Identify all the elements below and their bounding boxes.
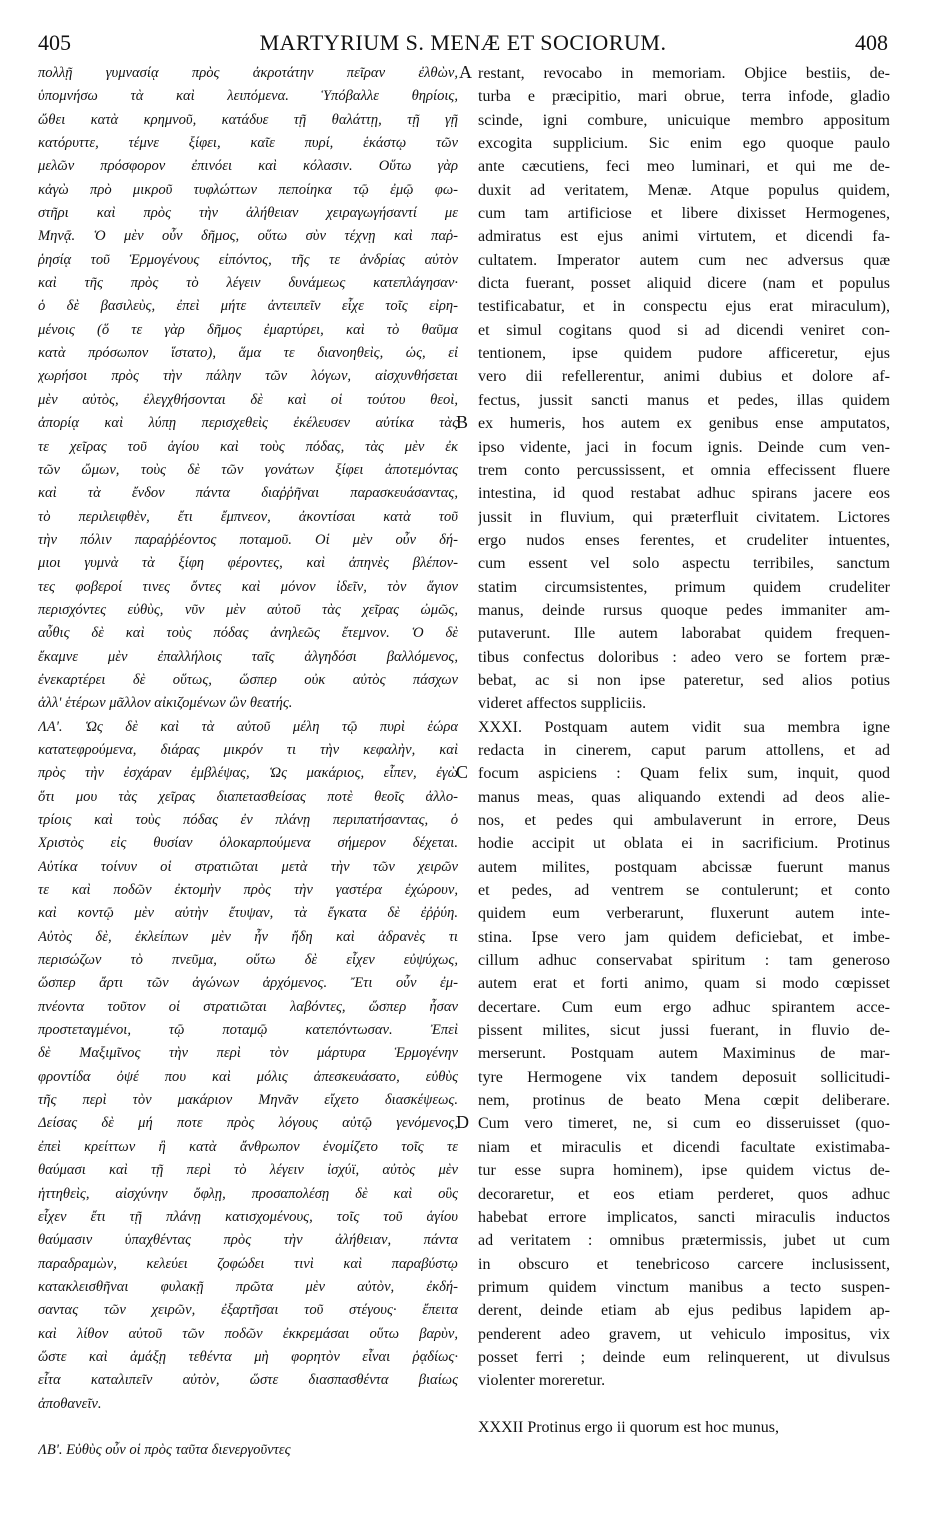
running-header <box>38 30 888 60</box>
greek-text-line: ἡττηθεὶς, αἰσχύνην ὄφλῃ, προσαπολέσῃ δὲ καὶ οὓς <box>38 1185 458 1202</box>
latin-text-line: intestina, id quod restabat adhuc spirans jacere eos <box>478 485 890 503</box>
latin-text-line: ipso vidente, jaci in focum ignis. Deinde cum ven- <box>478 438 890 456</box>
greek-text-line: καὶ κοντῷ μὲν αὐτὴν ἔτυψαν, τὰ ἔγκατα δὲ ἐῤῥύη. <box>38 905 458 922</box>
margin-marker-a: A <box>459 62 472 82</box>
latin-text-line: ad veritatem : omnibus prætermissis, jubet ut cum <box>478 1232 890 1250</box>
paragraph-gap <box>478 1393 890 1416</box>
greek-text-line: φροντίδα ὀψέ που καὶ μόλις ἀπεσκευάσατο, εὐθὺς <box>38 1068 458 1085</box>
greek-text-line: ἔκαμνε μὲν ἐπαλλήλοις ταῖς ἀλγηδόσι βαλλόμενος, <box>38 648 458 665</box>
greek-text-line: ὤθει κατὰ κρημνοῦ, κατάδυε τῇ θαλάττῃ, τῇ γῇ <box>38 111 458 128</box>
latin-text-line: decoraretur, et eos etiam perderet, quos adhuc <box>478 1185 890 1203</box>
greek-text-line: Αὐτίκα τοίνυν οἱ στρατιῶται μετὰ τὴν τῶν χειρῶν <box>38 858 458 875</box>
greek-text-line: τῆς περὶ τὸν μακάριον Μηνᾶν εἴχετο διασκέψεως. <box>38 1092 458 1109</box>
greek-text-line: θαύμασι καὶ τῇ περὶ τὸ λέγειν ἰσχύϊ, αὐτὸς μὲν <box>38 1162 458 1179</box>
latin-text-line: redacta in cinerem, caput parum attollens, et ad <box>478 741 890 759</box>
latin-text-line: duxit ad veritatem, Menæ. Atque populus quidem, <box>478 181 890 199</box>
greek-text-line: πνέοντα τοῦτον οἱ στρατιῶται λαβόντες, ὥσπερ ἦσαν <box>38 998 458 1015</box>
greek-text-line: στῆρι καὶ πρὸς τὴν ἀλήθειαν χειραγωγήσαντί με <box>38 205 458 222</box>
latin-text-line: tyre Hermogene vix tandem deposuit sollicitudi- <box>478 1068 890 1086</box>
greek-text-line: χωρήσοι πρὸς τὴν πάλην τῶν λόγων, αἰσχυνθήσεται <box>38 368 458 385</box>
greek-text-line: προστεταγμένοι, τῷ ποταμῷ κατεπόντωσαν. Ἐπεὶ <box>38 1022 458 1039</box>
greek-text-line: κατακλεισθῆναι φυλακῇ πρῶτα μὲν αὐτὸν, ἐκδή- <box>38 1278 458 1295</box>
greek-text-line: θαύμασιν ὑπαχθέντας πρὸς τὴν ἀλήθειαν, πάντα <box>38 1232 458 1249</box>
latin-text-line: niam et miraculis et dicendi facultate existimaba- <box>478 1138 890 1156</box>
greek-text-line: κατὰ πρόσωπον ἵστατο), ἅμα τε διανοηθεὶς, ὡς, εἰ <box>38 345 458 362</box>
latin-text-line: posset ferri ; deinde eum relinquerent, ut divulsus <box>478 1348 890 1366</box>
latin-text-line: stina. Ipse vero jam quidem deficiebat, et imbe- <box>478 928 890 946</box>
greek-text-line: Χριστὸς εἰς θυσίαν ὁλοκαρπούμενα σήμερον δέχεται. <box>38 835 458 852</box>
greek-text-line: κατόρυττε, τέμνε ξίφει, καῖε πυρί, ἑκάστῳ τῶν <box>38 135 458 152</box>
latin-text-line: restant, revocabo in memoriam. Objice bestiis, de- <box>478 65 890 82</box>
latin-text-line: vero dii refellerentur, animi dubius et dolore af- <box>478 368 890 386</box>
margin-marker-c: C <box>456 762 469 782</box>
greek-text-line: τε καὶ ποδῶν ἐκτομὴν πρὸς τὴν γαστέρα ἐχώρουν, <box>38 882 458 899</box>
latin-text-line: jussit in fluvium, qui præterfluit civitatem. Lictores <box>478 508 890 526</box>
latin-text-line: in obscuro et tenebricoso carcere inclusissent, <box>478 1255 890 1273</box>
latin-text-line: derent, deinde etiam ab ejus pedibus lapidem ap- <box>478 1302 890 1320</box>
latin-text-line: focum aspiciens : Quam felix sum, inquit, quod <box>478 765 890 783</box>
latin-text-line: admiratus est ejus animi virtutem, et dicendi fa- <box>478 228 890 246</box>
greek-text-line: Δείσας δὲ μή ποτε πρὸς λόγους αὐτῷ γενόμενος, <box>38 1115 458 1132</box>
latin-text-line: ante cæcutiens, feci meo luminari, et qui me de- <box>478 158 890 176</box>
greek-text-line: ἀλλ' ἑτέρων μᾶλλον αἰκιζομένων ὢν θεατής. <box>38 695 293 712</box>
greek-text-line: παραδραμὼν, κελεύει ζοφώδει τινὶ καὶ παραβύστῳ <box>38 1255 458 1272</box>
greek-text-line: τε χεῖρας τοῦ ἁγίου καὶ τοὺς πόδας, τὰς μὲν ἐκ <box>38 438 458 455</box>
latin-text-line: nem, protinus de beato Mena cœpit deliberare. <box>478 1092 890 1110</box>
greek-text-line: σαντας τῶν χειρῶν, ἐξαρτῆσαι τοῦ στέγους· ἔπειτα <box>38 1302 458 1319</box>
latin-text-line: tur esse supra hominem), ipse quidem victus de- <box>478 1162 890 1180</box>
greek-text-line: κἀγὼ πρὸ μικροῦ τυφλώττων πεποίηκα τῷ ἐμῷ φω- <box>38 181 458 198</box>
greek-text-line: τρίοις καὶ τοὺς πόδας ἐν πλάνῃ περιπατήσαντας, ὁ <box>38 812 458 828</box>
running-title: MARTYRIUM S. MENÆ ET SOCIORUM. <box>259 30 667 55</box>
greek-text-line: καὶ τῆς πρὸς τὸ λέγειν δυνάμεως κατεπλάγησαν· <box>38 275 458 292</box>
latin-text-line: excogita supplicium. Sic enim ego quoque paulo <box>478 135 890 153</box>
greek-paragraph-1 <box>38 62 458 716</box>
latin-text-line: quidem eum verberarunt, fluxerunt autem inte- <box>478 905 890 923</box>
greek-text-line: πολλῇ γυμνασίᾳ πρὸς ἀκροτάτην πεῖραν ἐλθὼν, <box>38 65 458 81</box>
latin-text-line: decertare. Cum eum ergo adhuc spirantem acce- <box>478 998 890 1016</box>
latin-text-line: pissent milites, sicut jussi fuerant, in fluvio de- <box>478 1022 890 1040</box>
latin-text-line: manus, deinde rursus quoque pedes immaniter am- <box>478 601 890 619</box>
latin-paragraph-2 <box>478 716 890 1393</box>
greek-paragraph-3 <box>38 1439 458 1462</box>
left-page-number: 405 <box>38 30 71 55</box>
latin-text-line: putaverunt. Ille autem laborabat quidem frequen- <box>478 625 890 643</box>
greek-text-line: Αὐτὸς δὲ, ἐκλείπων μὲν ἦν ἤδη καὶ ἀδρανὲς τι <box>38 928 458 945</box>
latin-text-line: turba e præcipitio, mari obrue, terra infode, gladio <box>478 88 890 106</box>
latin-text-line: primum quidem vinctum manibus a tecto suspen- <box>478 1278 890 1296</box>
margin-marker-d: D <box>456 1112 469 1132</box>
greek-text-line: Μηνᾷ. Ὁ μὲν οὖν δῆμος, οὕτω σὺν τέχνῃ καὶ παῤ- <box>38 228 458 245</box>
latin-text-line: violenter moreretur. <box>478 1372 606 1390</box>
latin-text-line: XXXII Protinus ergo ii quorum est hoc munus, <box>478 1418 780 1436</box>
greek-text-line: τὸ περιλειφθὲν, ἔτι ἔμπνεον, ἀκοντίσαι κατὰ τοῦ <box>38 508 458 525</box>
latin-text-line: scinde, igni combure, unicuique membro appositum <box>478 111 890 129</box>
latin-text-line: et pedes, ad ventrem se contulerunt; et conto <box>478 882 890 900</box>
latin-text-line: hodie accipit ut oblata ei in sacrificium. Protinus <box>478 835 890 853</box>
latin-column <box>478 62 890 1439</box>
margin-marker-b: B <box>456 412 469 432</box>
greek-text-line: περισχόντες εὐθὺς, νῦν μὲν αὐτοῦ τὰς χεῖρας ὠμῶς, <box>38 601 458 618</box>
greek-text-line: μὲν αὐτὸς, ἐλεγχθήσονται δὲ καὶ οἱ τούτου θεοὶ, <box>38 391 458 408</box>
greek-text-line: καὶ λίθον αὐτοῦ τῶν ποδῶν ἐκκρεμάσαι οὕτω βαρὺν, <box>38 1325 458 1342</box>
greek-text-line: ὁ δὲ βασιλεὺς, ἐπεὶ μήτε ἀντειπεῖν εἶχε τοῖς εἰρη- <box>38 298 458 315</box>
greek-text-line: ΛΒ'. Εὐθὺς οὖν οἱ πρὸς ταῦτα διενεργοῦντες <box>38 1441 291 1458</box>
latin-text-line: trem conto percussissent, et omnia effecissent fluere <box>478 461 890 479</box>
greek-text-line: μένοις (ὅ τε γὰρ δῆμος ἐμαρτύρει, καὶ τὸ θαῦμα <box>38 321 458 338</box>
greek-text-line: εἶχεν ἔτι τῇ πλάνῃ κατισχομένους, τοῖς τοῦ ἁγίου <box>38 1208 458 1225</box>
latin-text-line: cillum adhuc conservabat spiritum : tam generoso <box>478 952 890 970</box>
greek-text-line: ἀπορίᾳ καὶ λύπῃ περισχεθεὶς ἐκέλευσεν αὐτίκα τὰς <box>38 415 458 432</box>
greek-text-line: καὶ τὰ ἔνδον πάντα διαῤῥῆναι παρασκευάσαντας, <box>38 485 458 502</box>
latin-text-line: Cum vero timeret, ne, si cum eo disseruisset (quo- <box>478 1115 890 1133</box>
greek-text-line: τες φοβεροί τινες ὄντες καὶ μόνον ἰδεῖν, τὸν ἅγιον <box>38 578 458 595</box>
latin-text-line: penderent adeo gravem, ut vehiculo impositus, vix <box>478 1325 890 1343</box>
greek-text-line: δὲ Μαξιμῖνος τὴν περὶ τὸν μάρτυρα Ἑρμογένην <box>38 1045 458 1062</box>
latin-text-line: testificabatur, et in conspectu ejus erat miraculum), <box>478 298 890 316</box>
greek-text-line: τῶν ὤμων, τοὺς δὲ τῶν γονάτων ξίφει ἀποτεμόντας <box>38 461 458 478</box>
latin-text-line: et simul cogitans quod si ad dicendi veniret con- <box>478 321 890 339</box>
latin-text-line: tibus confectus doloribus : adeo vero se fortem præ- <box>478 648 890 666</box>
greek-text-line: μελῶν πρόσφορον ἐπινόει καὶ κόλασιν. Οὕτω γὰρ <box>38 158 458 175</box>
latin-text-line: autem erat et forti animo, quam si modo cœpisset <box>478 975 890 993</box>
greek-column <box>38 62 458 1462</box>
greek-text-line: ὥσπερ ἄρτι τῶν ἀγώνων ἀρχόμενος. Ἔτι οὖν ἐμ- <box>38 975 458 992</box>
latin-text-line: manus meas, quas aliquando extendi ad deos alie- <box>478 788 890 806</box>
latin-text-line: bebat, ac si non ipse pateretur, sed alios potius <box>478 671 890 689</box>
greek-text-line: τὴν πόλιν παραῤῥέοντος ποταμοῦ. Οἱ μὲν οὖν δή- <box>38 531 458 548</box>
greek-text-line: ῥησίᾳ τοῦ Ἑρμογένους εἰπόντος, τῆς τε ἀνδρίας αὐτὸν <box>38 251 458 268</box>
latin-text-line: statim circumsistentes, primum quidem crudeliter <box>478 578 890 596</box>
greek-text-line: ἀποθανεῖν. <box>38 1395 102 1412</box>
greek-text-line: ΛΑ'. Ὡς δὲ καὶ τὰ αὐτοῦ μέλη τῷ πυρὶ ἑώρα <box>38 718 458 735</box>
greek-text-line: περισώζων τὸ πνεῦμα, οὕτω δὲ εἶχεν εὐψύχως, <box>38 952 458 969</box>
latin-text-line: merserunt. Postquam autem Maximinus de mar- <box>478 1045 890 1063</box>
greek-text-line: πρὸς τὴν ἐσχάραν ἐμβλέψας, Ὡς μακάριος, εἶπεν, ἐγὼ <box>38 765 458 782</box>
greek-paragraph-2 <box>38 716 458 1416</box>
greek-text-line: μιοι γυμνὰ τὰ ξίφη φέροντες, καὶ ἀπηνὲς βλέπον- <box>38 555 458 572</box>
latin-text-line: tentionem, ipse quidem pudore afficeretur, ejus <box>478 345 890 363</box>
paragraph-gap <box>38 1416 458 1439</box>
latin-text-line: cum essent vel solo aspectu terribiles, sanctum <box>478 555 890 573</box>
latin-text-line: ergo nudos enses ferentes, et crudeliter intuentes, <box>478 531 890 549</box>
latin-text-line: ex humeris, hos autem ex genibus ense amputatos, <box>478 415 890 433</box>
latin-text-line: cultatem. Imperator autem cum nec adversus quæ <box>478 251 890 269</box>
greek-text-line: ἐνεκαρτέρει δὲ οὕτως, ὥσπερ οὐκ αὐτὸς πάσχων <box>38 671 458 688</box>
greek-text-line: ὑπομνήσω τὰ καὶ λειπόμενα. Ὑπόβαλλε θηρίοις, <box>38 88 458 105</box>
latin-text-line: XXXI. Postquam autem vidit sua membra igne <box>478 718 890 736</box>
latin-text-line: fectus, jussit sancti manus et pedes, illas quidem <box>478 391 890 409</box>
latin-text-line: autem milites, postquam abcissæ fuerunt manus <box>478 858 890 876</box>
greek-text-line: κατατεφρούμενα, διάρας μικρόν τι τὴν κεφαλὴν, καὶ <box>38 741 458 758</box>
greek-text-line: αὖθις δὲ καὶ τοὺς πόδας ἀνηλεῶς ἔτεμνον. Ὁ δὲ <box>38 625 458 642</box>
greek-text-line: ὥστε καὶ ἁμάξῃ τεθέντα μὴ φορητὸν εἶναι ῥᾳδίως· <box>38 1348 458 1365</box>
greek-text-line: ὅτι μου τὰς χεῖρας διαπετασθείσας ποτὲ θεοῖς ἀλλο- <box>38 788 458 805</box>
latin-text-line: videret affectos suppliciis. <box>478 695 647 713</box>
latin-paragraph-3 <box>478 1416 890 1439</box>
right-page-number: 408 <box>855 30 888 55</box>
latin-text-line: cum tam artificiose et libere dixisset Hermogenes, <box>478 205 890 223</box>
greek-text-line: ἐπεὶ κρείττων ἢ κατὰ ἄνθρωπον ἐνομίζετο τοῖς τε <box>38 1138 458 1155</box>
latin-text-line: dicta fuerant, posset aliquid dicere (nam et populus <box>478 275 890 293</box>
latin-paragraph-1 <box>478 62 890 716</box>
latin-text-line: nos, et pedes qui ambulaverunt in errore, Deus <box>478 812 890 829</box>
greek-text-line: εἶτα καταλιπεῖν αὐτὸν, ὥστε διασπασθέντα βιαίως <box>38 1372 458 1389</box>
latin-text-line: habebat errore implicatos, sancti miraculis inductos <box>478 1208 890 1226</box>
